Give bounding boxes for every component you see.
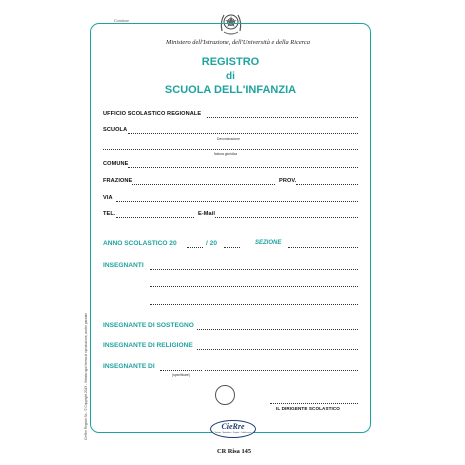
field-prov[interactable] [296, 184, 358, 185]
field-insegnanti-1[interactable] [150, 269, 358, 270]
product-code: CR Risa 145 [216, 448, 252, 455]
label-ufficio: UFFICIO SCOLASTICO REGIONALE [103, 111, 202, 117]
label-tel: TEL. [103, 211, 116, 217]
field-insegnante-di-nome[interactable] [205, 370, 358, 371]
label-insegnante-di: INSEGNANTE DI [103, 363, 155, 370]
title-registro: REGISTRO [201, 56, 260, 68]
label-frazione: FRAZIONE [103, 178, 133, 184]
label-insegnanti: INSEGNANTI [103, 262, 144, 269]
caption-denominazione: Denominazione [217, 137, 240, 141]
field-anno-start[interactable] [187, 247, 203, 248]
caption-natura-giuridica: Natura giuridica [214, 152, 238, 156]
field-via[interactable] [116, 201, 358, 202]
field-natura-giuridica[interactable] [103, 149, 358, 150]
title-scuola-infanzia: SCUOLA DELL'INFANZIA [164, 84, 297, 96]
logo-text: CieRre [221, 422, 245, 431]
field-sezione[interactable] [288, 247, 358, 248]
label-sezione: SEZIONE [255, 240, 282, 246]
seal-circle-icon [215, 385, 235, 405]
field-ufficio[interactable] [207, 117, 358, 118]
label-comune: COMUNE [103, 161, 129, 167]
label-sostegno: INSEGNANTE DI SOSTEGNO [103, 322, 194, 329]
cierre-logo [210, 420, 256, 438]
label-scuola: SCUOLA [103, 127, 128, 133]
side-copyright: CieRre Registri Srl - © Copyright 2013 - Vietata ogni forma di riproduzione, anche parziale [84, 312, 88, 440]
logo-subtext: Stampa · Modulistica · Registri · Pubblicazioni [214, 432, 252, 434]
label-prov: PROV. [279, 178, 297, 184]
label-anno-scolastico: ANNO SCOLASTICO 20 [103, 240, 177, 247]
field-firma-dirigente[interactable] [270, 403, 358, 404]
field-sostegno[interactable] [197, 329, 358, 330]
caption-specificare: (specificare) [172, 373, 190, 377]
field-anno-end[interactable] [224, 247, 240, 248]
field-insegnante-di-materia[interactable] [160, 370, 202, 371]
field-religione[interactable] [197, 349, 358, 350]
label-email: E-Mail [198, 211, 216, 217]
field-comune[interactable] [128, 167, 358, 168]
field-email[interactable] [215, 217, 358, 218]
field-frazione[interactable] [132, 184, 275, 185]
ministry-name: Ministero dell'Istruzione, dell'Università e della Ricerca [166, 39, 310, 46]
field-insegnanti-3[interactable] [150, 304, 358, 305]
label-dirigente: IL DIRIGENTE SCOLASTICO [276, 406, 340, 411]
label-religione: INSEGNANTE DI RELIGIONE [103, 342, 193, 349]
field-scuola[interactable] [128, 133, 358, 134]
label-via: VIA [103, 195, 113, 201]
field-tel[interactable] [116, 217, 194, 218]
label-anno-sep: / 20 [206, 240, 217, 247]
corner-mark: Contitore [114, 18, 130, 23]
field-insegnanti-2[interactable] [150, 286, 358, 287]
title-di: di [226, 71, 235, 82]
